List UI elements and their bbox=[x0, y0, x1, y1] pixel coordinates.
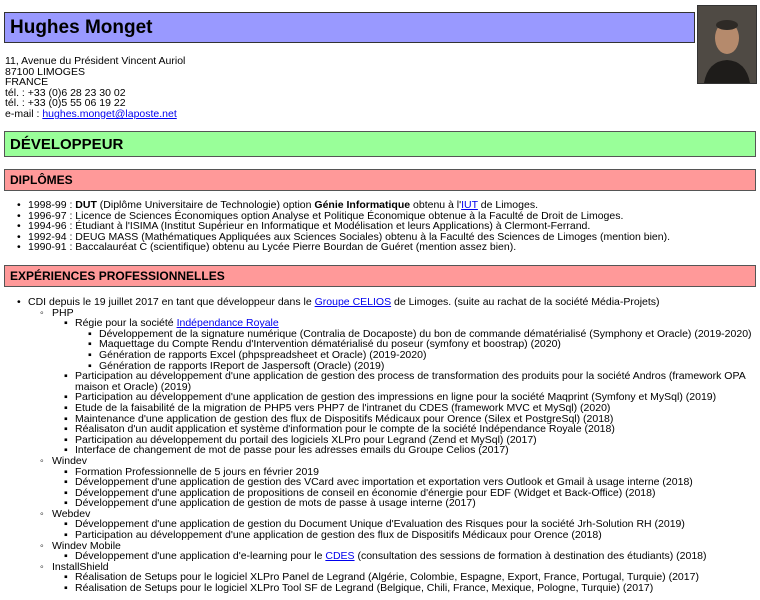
phone-mobile: tél. : +33 (0)6 28 23 30 02 bbox=[5, 86, 126, 99]
list-item: • 1996-97 : Licence de Sciences Économiques option Analyse et Politique Économique obtenue à la Faculté de Droit de Limoges. bbox=[0, 211, 670, 222]
experiences-banner bbox=[4, 265, 756, 287]
diplomes-list bbox=[0, 200, 670, 253]
tech-webdev bbox=[28, 509, 755, 541]
list-item: ▪ Maquettage du Compte Rendu d'Intervention dématérialisé du poseur (symfony et boostrap) (2020) bbox=[75, 339, 755, 350]
email-label: e-mail : bbox=[5, 107, 43, 120]
tech-label: InstallShield bbox=[52, 560, 109, 573]
person-name: Hughes Monget bbox=[10, 17, 153, 38]
tech-installshield bbox=[28, 562, 755, 594]
list-item: ▪ Développement d'une application de gestion du Document Unique d'Evaluation des Risques pour la société Jrh-Solution RH (2019) bbox=[52, 519, 755, 530]
country: FRANCE bbox=[5, 76, 49, 89]
list-item bbox=[0, 200, 670, 211]
tech-php bbox=[28, 308, 755, 456]
contact-block bbox=[5, 56, 425, 120]
tech-label: Windev Mobile bbox=[52, 539, 121, 552]
person-photo-icon bbox=[697, 5, 757, 84]
list-item: ▪ Réalisaton d'un audit application et système d'information pour le compte de la société Indépendance Royale (2018) bbox=[52, 424, 755, 435]
list-item bbox=[52, 318, 755, 371]
regie-list bbox=[75, 329, 755, 371]
tech-label: Windev bbox=[52, 454, 88, 467]
phone-fixed: tél. : +33 (0)5 55 06 19 22 bbox=[5, 97, 126, 110]
diploma-year: 1998-99 : bbox=[28, 199, 76, 211]
list-item: ▪ Développement de la signature numérique (Contralia de Docaposte) du bon de commande dématérialisé (Symphony et Oracle) (2019-2020) bbox=[75, 329, 755, 340]
job-title-banner bbox=[4, 131, 756, 157]
regie-text: Régie pour la société bbox=[75, 317, 177, 330]
email-link[interactable]: hughes.monget@laposte.net bbox=[42, 107, 177, 120]
webdev-list bbox=[52, 519, 755, 540]
list-item: ▪ Participation au développement du portail des logiciels XLPro pour Legrand (Zend et MySql) (2017) bbox=[52, 435, 755, 446]
list-item: ▪ Réalisation de Setups pour le logiciel XLPro Panel de Legrand (Algérie, Colombie, Espagne, Export, France, Portugal, Turquie) (2017) bbox=[52, 572, 755, 583]
diploma-option: Génie Informatique bbox=[314, 199, 411, 211]
installshield-list bbox=[52, 572, 755, 593]
list-item: ▪ Participation au développement d'une application de gestion des process de transformation des produits pour la société Andros (framework OPA maison et Oracle) (2019) bbox=[52, 371, 755, 392]
list-item: ▪ Etude de la faisabilité de la migration de PHP5 vers PHP7 de l'intranet du CDES (framework MVC et MySql) (2020) bbox=[52, 403, 755, 414]
list-item: ▪ Participation au développement d'une application de gestion des impressions en ligne pour la société Maqprint (Symfony et MySql) (2019) bbox=[52, 392, 755, 403]
list-item: ▪ Développement d'une application de gestion des VCard avec importation et exportation vers Outlook et Gmail à usage interne (2018) bbox=[52, 477, 755, 488]
item-text: Développement d'une application d'e-learning pour le bbox=[75, 550, 326, 563]
tech-windev bbox=[28, 456, 755, 509]
experiences-list bbox=[0, 297, 755, 594]
list-item bbox=[52, 551, 755, 562]
list-item: ▪ Développement d'une application de gestion de mots de passe à usage interne (2017) bbox=[52, 498, 755, 509]
tech-list bbox=[28, 308, 755, 594]
celios-link[interactable]: Groupe CELIOS bbox=[314, 296, 392, 308]
diploma-detail: obtenu à l' bbox=[410, 199, 462, 211]
name-banner bbox=[4, 12, 695, 43]
list-item: • 1992-94 : DEUG MASS (Mathématiques Appliquées aux Sciences Sociales) obtenu à la Faculté des Sciences de Limoges (mention bien). bbox=[0, 232, 670, 243]
independance-royale-link[interactable]: Indépendance Royale bbox=[176, 317, 279, 330]
list-item: ▪ Participation au développement d'une application de gestion des flux de Dispositifs Médicaux pour Orence (2018) bbox=[52, 530, 755, 541]
php-list bbox=[52, 318, 755, 456]
list-item: ▪ Interface de changement de mot de passe pour les adresses emails du Groupe Celios (2017) bbox=[52, 445, 755, 456]
street: 11, Avenue du Président Vincent Auriol bbox=[5, 55, 186, 67]
diplomes-banner bbox=[4, 169, 756, 191]
tech-windev-mobile bbox=[28, 541, 755, 562]
list-item: ▪ Formation Professionnelle de 5 jours en février 2019 bbox=[52, 467, 755, 478]
list-item: ▪ Développement d'une application de propositions de conseil en économie d'énergie pour EDF (Widget et Back-Office) (2018) bbox=[52, 488, 755, 499]
diploma-detail: (Diplôme Universitaire de Technologie) option bbox=[96, 199, 315, 211]
list-item: • 1990-91 : Baccalauréat C (scientifique) obtenu au Lycée Pierre Bourdan de Guéret (mention assez bien). bbox=[0, 242, 670, 253]
windev-list bbox=[52, 467, 755, 509]
windev-mobile-list bbox=[52, 551, 755, 562]
list-item: ▪ Maintenance d'une application de gestion des flux de Dispositifs Médicaux pour Orence (Silex et PostgreSql) (2018) bbox=[52, 414, 755, 425]
diplomes-heading: DIPLÔMES bbox=[10, 173, 73, 187]
list-item: • 1994-96 : Étudiant à l'ISIMA (Institut Supérieur en Informatique et Modélisation et leurs Applications) à Clermont-Ferrand. bbox=[0, 221, 670, 232]
cdes-link[interactable]: CDES bbox=[325, 550, 355, 563]
list-item: ▪ Réalisation de Setups pour le logiciel XLPro Tool SF de Legrand (Belgique, Chili, France, Mexique, Pologne, Turquie) (2017) bbox=[52, 583, 755, 594]
email-line bbox=[5, 109, 425, 120]
item-text: (consultation des sessions de formation à destination des étudiants) (2018) bbox=[354, 550, 707, 563]
diploma-name: DUT bbox=[75, 199, 97, 211]
city: 87100 LIMOGES bbox=[5, 65, 85, 78]
tech-label: PHP bbox=[52, 306, 74, 319]
iut-link[interactable]: IUT bbox=[461, 199, 478, 211]
cdi-text: CDI depuis le 19 juillet 2017 en tant que développeur dans le bbox=[28, 296, 315, 308]
diploma-detail: de Limoges. bbox=[477, 199, 538, 211]
list-item bbox=[0, 297, 755, 594]
list-item: ▪ Génération de rapports Excel (phpspreadsheet et Oracle) (2019-2020) bbox=[75, 350, 755, 361]
list-item: ▪ Génération de rapports IReport de Jaspersoft (Oracle) (2019) bbox=[75, 361, 755, 372]
cdi-text: de Limoges. (suite au rachat de la société Média-Projets) bbox=[391, 296, 660, 308]
experiences-heading: EXPÉRIENCES PROFESSIONNELLES bbox=[10, 269, 225, 283]
tech-label: Webdev bbox=[52, 507, 91, 520]
job-title: DÉVELOPPEUR bbox=[10, 136, 124, 153]
